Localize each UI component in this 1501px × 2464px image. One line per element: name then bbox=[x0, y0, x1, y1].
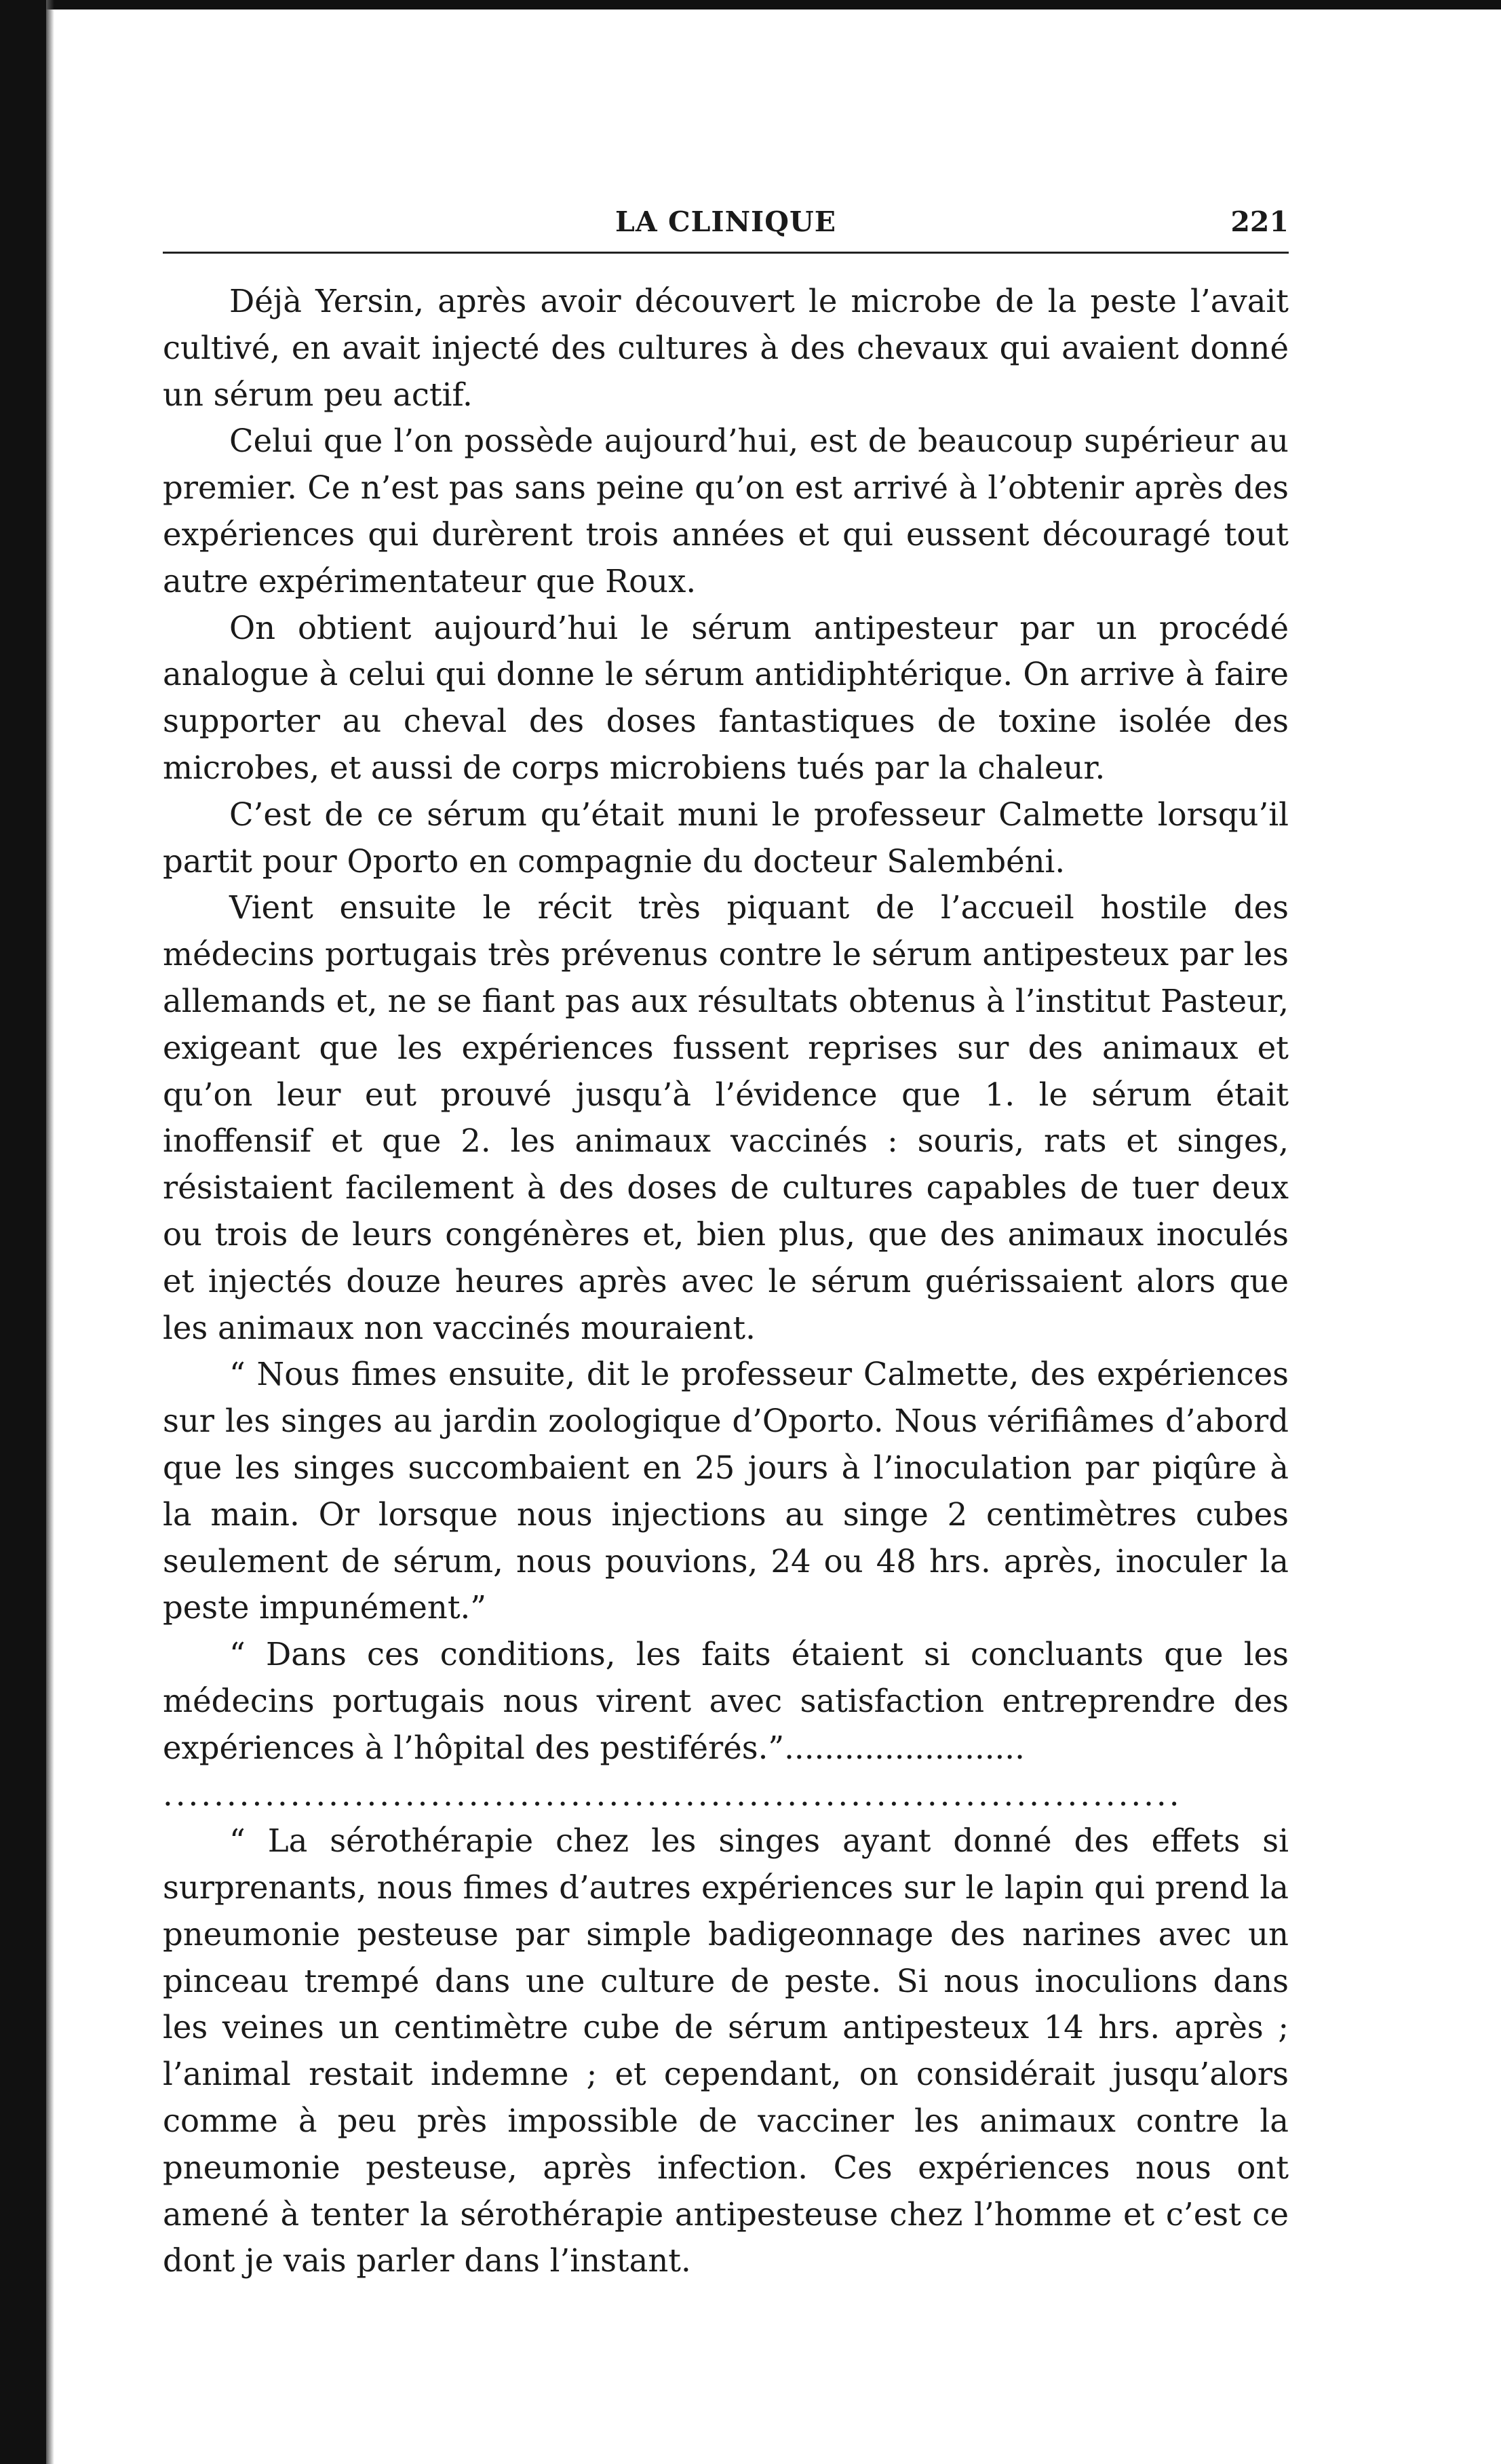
paragraph-serum-production: On obtient aujourd’hui le sérum antipesteur par un procédé analogue à celui qui donne le sérum antidiphtérique. On arrive à faire supporter au cheval des doses fantastiques de toxine isolée des microbes, et aussi de corps microbiens tués par la chaleur. bbox=[163, 609, 1289, 786]
page-number: 221 bbox=[1230, 206, 1289, 238]
paragraph-calmette-oporto: C’est de ce sérum qu’était muni le professeur Calmette lorsqu’il partit pour Oporto en compagnie du docteur Salembéni. bbox=[163, 796, 1289, 880]
paragraph-quote-hospital: “ Dans ces conditions, les faits étaient si concluants que les médecins portugais nous virent avec satisfaction entreprendre des expériences à l’hôpital des pestiférés.”........................ bbox=[163, 1636, 1289, 1766]
header-rule bbox=[163, 252, 1289, 254]
body-text bbox=[163, 278, 1289, 2284]
scan-top-edge bbox=[0, 0, 1501, 9]
paragraph-serum-superior: Celui que l’on possède aujourd’hui, est de beaucoup supérieur au premier. Ce n’est pas sans peine qu’on est arrivé à l’obtenir après des expériences qui durèrent trois années et qui eussent découragé tout autre expérimentateur que Roux. bbox=[163, 423, 1289, 600]
paragraph-quote-monkeys: “ Nous fimes ensuite, dit le professeur Calmette, des expériences sur les singes au jardin zoologique d’Oporto. Nous vérifiâmes d’abord que les singes succombaient en 25 jours à l’inoculation par piqûre à la main. Or lorsque nous injections au singe 2 centimètres cubes seulement de sérum, nous pouvions, 24 ou 48 hrs. après, inoculer la peste impunément.” bbox=[163, 1356, 1289, 1626]
scan-binding-edge bbox=[0, 0, 46, 2464]
paragraph-portuguese-doctors: Vient ensuite le récit très piquant de l’accueil hostile des médecins portugais très prévenus contre le sérum antipesteux par les allemands et, ne se fiant pas aux résultats obtenus à l’institut Pasteur, exigeant que les expériences fussent reprises sur des animaux et qu’on leur eut prouvé jusqu’à l’évidence que 1. le sérum était inoffensif et que 2. les animaux vaccinés : souris, rats et singes, résistaient facilement à des doses de cultures capables de tuer deux ou trois de leurs congénères et, bien plus, que des animaux inoculés et injectés douze heures après avec le sérum guérissaient alors que les animaux non vaccinés mouraient. bbox=[163, 889, 1289, 1346]
paragraph-quote-rabbit: “ La sérothérapie chez les singes ayant donné des effets si surprenants, nous fimes d’autres expériences sur le lapin qui prend la pneumonie pesteuse par simple badigeonnage des narines avec un pinceau trempé dans une culture de peste. Si nous inoculions dans les veines un centimètre cube de sérum antipesteux 14 hrs. après ; l’animal restait indemne ; et cependant, on considérait jusqu’alors comme à peu près impossible de vacciner les animaux contre la pneumonie pesteuse, après infection. Ces expériences nous ont amené à tenter la sérothérapie antipesteuse chez l’homme et c’est ce dont je vais parler dans l’instant. bbox=[163, 1822, 1289, 2280]
book-page bbox=[163, 200, 1289, 2284]
running-title: LA CLINIQUE bbox=[615, 206, 836, 238]
running-head bbox=[163, 200, 1289, 248]
paragraph-yersin: Déjà Yersin, après avoir découvert le microbe de la peste l’avait cultivé, en avait injecté des cultures à des chevaux qui avaient donné un sérum peu actif. bbox=[163, 283, 1289, 413]
dotted-separator: ................................................................................ bbox=[163, 1776, 1182, 1813]
